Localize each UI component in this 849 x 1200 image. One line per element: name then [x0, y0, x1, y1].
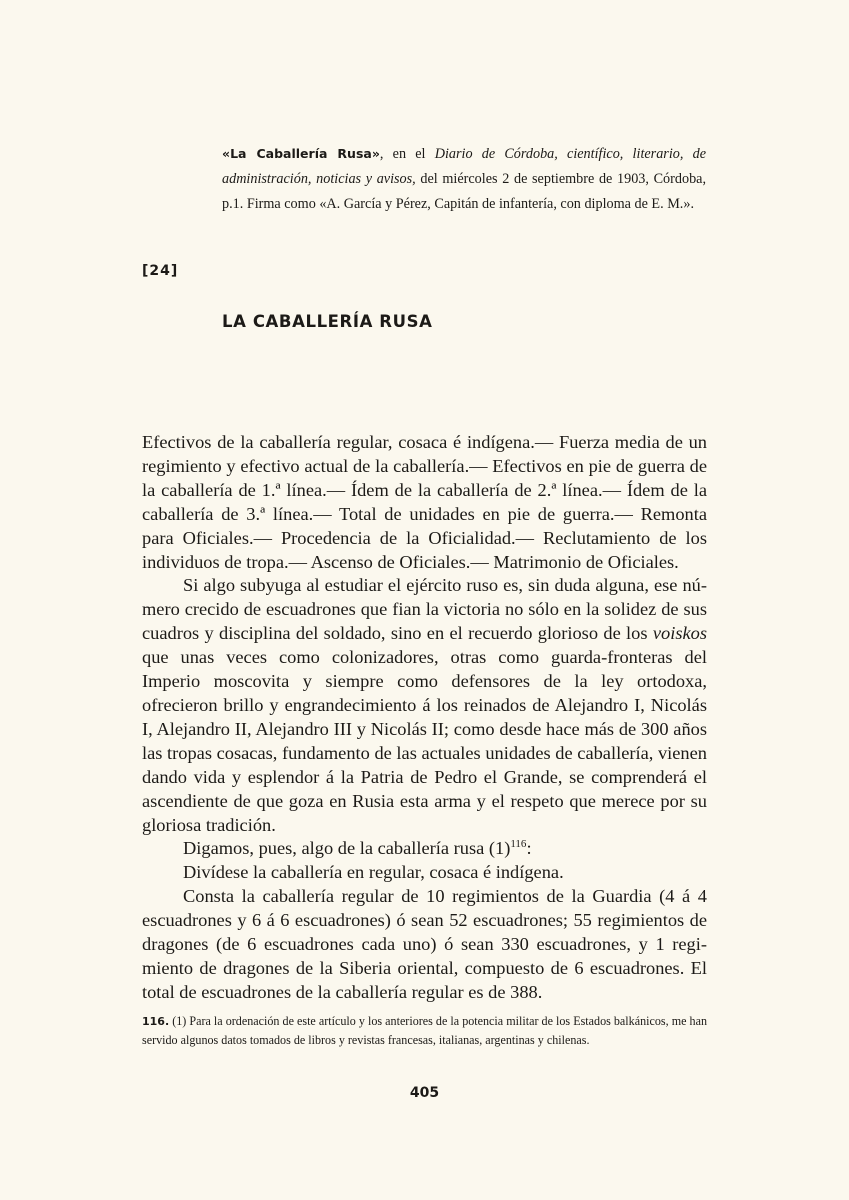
source-article-title: «La Caballería Rusa» — [222, 146, 380, 161]
page-number: 405 — [409, 1085, 440, 1101]
chapter-title: LA CABALLERÍA RUSA — [222, 312, 433, 331]
body-paragraph: Digamos, pues, algo de la caballería rusa $(1)^{116}$: — [183, 838, 532, 859]
footnote — [142, 1012, 707, 1049]
source-journal-name: Diario de Córdoba, científico, literario, de administración, noticias y avisos, — [222, 146, 706, 187]
body-paragraph: Si algo subyuga al estudiar el ejército ruso es, sin duda alguna, ese número crecido de escuadrones que fian la victoria no sólo en la solidez de sus cuadros y disciplina del soldado, sino en el recuerdo glorioso de los voiskos que unas veces como colonizadores, otras como guarda-fronteras del Imperio moscovita y siempre como defensores de la ley ortodoxa, ofrecieron brillo y engrandecimiento á los reinados de Alejandro I, Nicolás I, Alejandro II, Alejandro III y Nicolás II; como desde hace más de 300 años las tropas cosacas, fundamento de las actuales unidades de caballería, vienen dando vida y esplendor á la Patria de Pedro el Grande, se comprenderá el ascendiente de que goza en Rusia esta arma y el respeto que merece por su gloriosa tradición. — [142, 575, 707, 835]
source-note — [222, 141, 706, 217]
source-text: , en el — [379, 146, 435, 162]
footnote-number: 116. — [142, 1015, 170, 1028]
body-paragraph: Divídese la caballería en regular, cosaca é indígena. — [183, 862, 564, 883]
body-paragraph: Consta la caballería regular de 10 regimientos de la Guardia (4 á 4 escuadrones y 6 á 6 escuadrones) ó sean 52 escuadrones; 55 regimientos de dragones (de 6 escuadrones cada uno) ó sean 330 escuadrones, y 1 regimiento de dragones de la Siberia oriental, compuesto de 6 escuadrones. El total de escuadrones de la caballería regular es de 388. — [142, 886, 707, 1002]
footnote-text: (1) Para la ordenación de este artículo y los anteriores de la potencia militar de los Estados balkánicos, me han servido algunos datos tomados de libros y revistas francesas, italianas, argentinas y chilenas. — [142, 1014, 707, 1047]
footnote-reference: 116 — [510, 838, 527, 851]
summary-paragraph: Efectivos de la caballería regular, cosaca é indígena.— Fuerza media de un regimiento y efectivo actual de la caballería.— Efectivos en pie de guerra de la caballería de 1.ª línea.— Ídem de la caballería de 2.ª línea.— Ídem de la caballería de 3.ª línea.— Total de unidades en pie de guerra.— Remonta para Oficiales.— Procedencia de la Oficialidad.— Reclutamiento de los individuos de tropa.— Ascenso de Oficiales.— Matrimonio de Oficiales. — [142, 432, 707, 572]
italic-term: voiskos — [652, 623, 707, 644]
body-text — [142, 431, 707, 1005]
section-number: [24] — [142, 263, 179, 279]
source-details: del miércoles 2 de septiembre de 1903, Córdoba, p.1. Firma como «A. García y Pérez, Capitán de infantería, con diploma de E. M.». — [222, 171, 707, 212]
